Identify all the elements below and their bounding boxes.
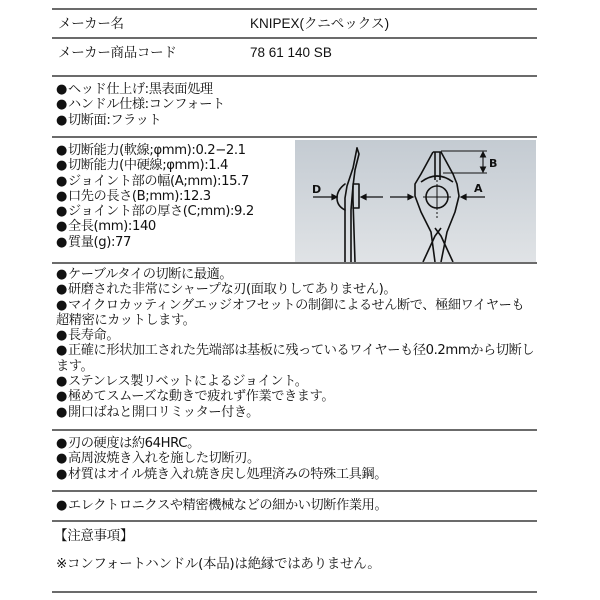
divider (52, 8, 537, 10)
maker-code-label: メーカー商品コード (58, 45, 177, 61)
bullet-icon: ● (56, 97, 67, 113)
list-item: ●切断能力(中硬線;φmm):1.4 (56, 158, 229, 174)
pliers-diagram-icon (295, 140, 536, 262)
list-item: ●正確に形状加工された先端部は基板に残っているワイヤーも径0.2mmから切断します。 (56, 343, 535, 374)
maker-name-value: KNIPEX(クニペックス) (250, 16, 390, 31)
list-item: ●切断面:フラット (56, 112, 162, 128)
list-item: ●口先の長さ(B;mm):12.3 (56, 188, 211, 204)
bullet-icon: ● (56, 82, 67, 97)
divider (52, 37, 537, 39)
list-item: ●ジョイント部の厚さ(C;mm):9.2 (56, 204, 254, 220)
divider (52, 262, 537, 264)
list-item: ●ハンドル仕様:コンフォート (56, 97, 225, 113)
divider (52, 75, 537, 77)
divider (52, 520, 537, 522)
bullet-icon: ● (56, 282, 67, 298)
bullet-icon: ● (56, 112, 67, 128)
list-item: ●刃の硬度は約64HRC。 (56, 436, 200, 451)
pliers-dimension-diagram (295, 140, 536, 262)
features-list (56, 267, 536, 420)
bullet-icon: ● (56, 374, 67, 390)
list-item: ●切断能力(軟線;φmm):0.2−2.1 (56, 143, 246, 158)
bullet-icon: ● (56, 143, 67, 158)
label-d: D (312, 183, 322, 196)
bullet-icon: ● (56, 173, 67, 189)
material-list (56, 436, 387, 482)
list-item: ●ヘッド仕上げ:黒表面処理 (56, 82, 213, 97)
dimensions-list (56, 143, 254, 250)
notes-text: ※コンフォートハンドル(本品)は絶縁ではありません。 (56, 556, 381, 572)
list-item: ●マイクロカッティングエッジオフセットの制御によるせん断で、極細ワイヤーも超精密にカットします。 (56, 297, 525, 328)
notes-heading: 【注意事項】 (54, 528, 134, 544)
maker-name-label: メーカー名 (58, 16, 124, 32)
list-item: ●研磨された非常にシャープな刃(面取りしてありません)。 (56, 282, 397, 298)
bullet-icon: ● (56, 297, 67, 313)
list-item: ●ジョイント部の幅(A;mm):15.7 (56, 173, 249, 189)
divider (52, 136, 537, 138)
divider (52, 429, 537, 431)
bullet-icon: ● (56, 267, 67, 282)
list-item: ●開口ばねと開口リミッター付き。 (56, 404, 259, 420)
list-item: ●材質はオイル焼き入れ焼き戻し処理済みの特殊工具鋼。 (56, 466, 387, 482)
list-item: ●長寿命。 (56, 328, 120, 344)
divider (52, 591, 537, 593)
list-item: ●極めてスムーズな動きで疲れず作業できます。 (56, 389, 335, 405)
divider (52, 490, 537, 492)
bullet-icon: ● (56, 404, 67, 420)
finish-list (56, 82, 225, 128)
bullet-icon: ● (56, 389, 67, 405)
list-item: ●ステンレス製リベットによるジョイント。 (56, 374, 308, 390)
maker-code-value: 78 61 140 SB (250, 45, 332, 60)
list-item: ●ケーブルタイの切断に最適。 (56, 267, 233, 282)
bullet-icon: ● (56, 466, 67, 482)
list-item: ●エレクトロニクスや精密機械などの細かい切断作業用。 (56, 498, 388, 513)
bullet-icon: ● (56, 188, 67, 204)
bullet-icon: ● (56, 234, 67, 250)
bullet-icon: ● (56, 158, 67, 174)
bullet-icon: ● (56, 328, 67, 344)
list-item: ●全長(mm):140 (56, 219, 156, 235)
label-a: A (474, 182, 483, 195)
usage-list (56, 498, 387, 513)
list-item: ●高周波焼き入れを施した切断刃。 (56, 451, 260, 467)
list-item: ●質量(g):77 (56, 234, 132, 250)
bullet-icon: ● (56, 451, 67, 467)
bullet-icon: ● (56, 204, 67, 220)
bullet-icon: ● (56, 343, 67, 359)
bullet-icon: ● (56, 436, 67, 451)
label-b: B (489, 157, 498, 170)
bullet-icon: ● (56, 219, 67, 235)
bullet-icon: ● (56, 498, 67, 513)
